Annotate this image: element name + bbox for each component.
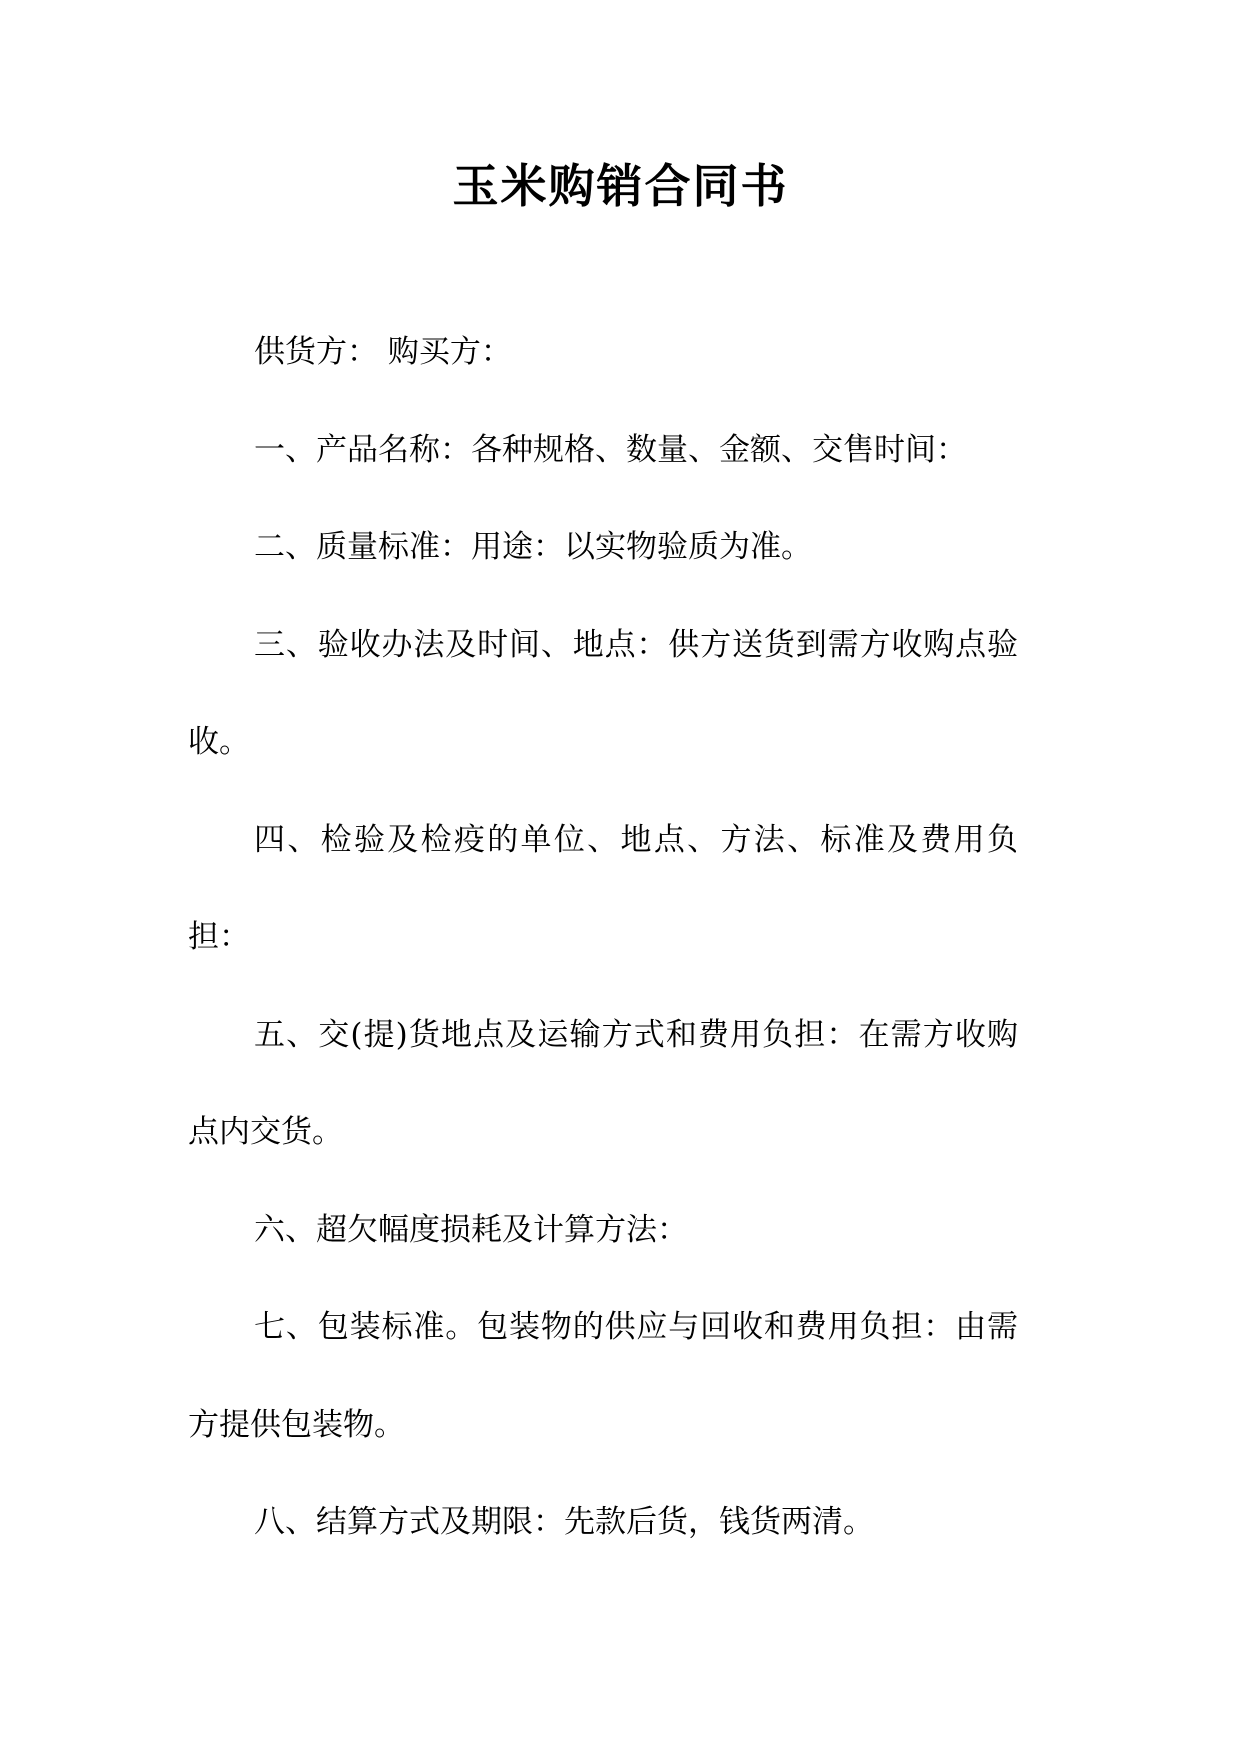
clause-6-loss-calculation: 六、超欠幅度损耗及计算方法： (254, 1211, 688, 1248)
document-body (188, 304, 1018, 1572)
document-title: 玉米购销合同书 (452, 159, 789, 213)
parties-line: 供货方： 购买方： (254, 334, 512, 370)
clause-8-settlement: 八、结算方式及期限：先款后货，钱货两清。 (254, 1504, 874, 1540)
clause-2-quality-standard: 二、质量标准：用途：以实物验质为准。 (254, 529, 812, 565)
clause-5-delivery: 五、交(提)货地点及运输方式和费用负担：在需方收购点内交货。 (188, 1016, 1018, 1150)
clause-1-product-name: 一、产品名称：各种规格、数量、金额、交售时间： (254, 431, 967, 468)
clause-7-packaging: 七、包装标准。包装物的供应与回收和费用负担：由需方提供包装物。 (188, 1309, 1018, 1443)
clause-3-acceptance: 三、验收办法及时间、地点：供方送货到需方收购点验收。 (188, 626, 1018, 760)
clause-4-inspection: 四、检验及检疫的单位、地点、方法、标准及费用负担： (188, 821, 1018, 955)
